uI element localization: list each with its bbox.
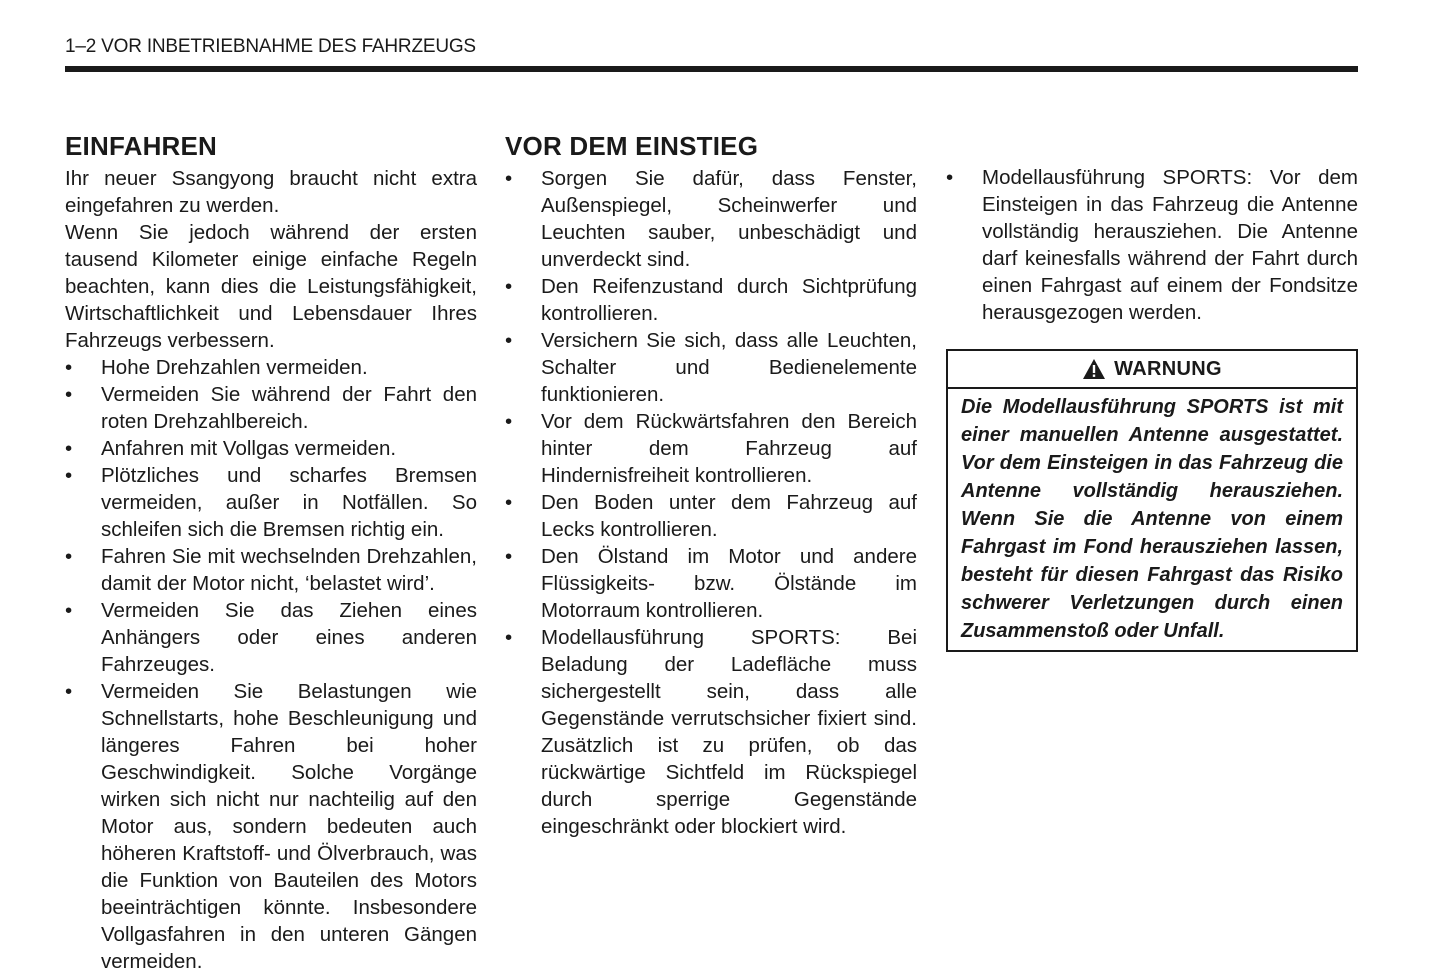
warning-label: WARNUNG — [1114, 357, 1222, 380]
bullet-icon: • — [505, 545, 513, 568]
bullet-icon: • — [65, 383, 73, 406]
list-item: • Sorgen Sie dafür, dass Fenster, Außenspiegel, Scheinwerfer und Leuchten sauber, unbeschädigt und unverdeckt sind. — [505, 167, 917, 271]
bullet-icon: • — [505, 329, 513, 352]
header-rule — [65, 66, 1358, 72]
bullet-icon: • — [65, 545, 73, 568]
section-title-einfahren: EINFAHREN — [65, 131, 218, 161]
list-item: • Fahren Sie mit wechselnden Drehzahlen, damit der Motor nicht, ‘belastet wird’. — [65, 545, 477, 595]
list-item: • Den Reifenzustand durch Sichtprüfung kontrollieren. — [505, 275, 917, 325]
bullet-icon: • — [65, 680, 73, 703]
list-item: • Den Boden unter dem Fahrzeug auf Lecks kontrollieren. — [505, 491, 917, 541]
bullet-icon: • — [65, 437, 73, 460]
list-item: • Vermeiden Sie das Ziehen eines Anhängers oder eines anderen Fahrzeuges. — [65, 599, 477, 676]
bullet-icon: • — [505, 626, 513, 649]
list-item: • Modellausführung SPORTS: Vor dem Einsteigen in das Fahrzeug die Antenne vollständig herausziehen. Die Antenne darf keinesfalls während der Fahrt durch einen Fahrgast auf einem der Fondsitze herausgezogen werden. — [946, 166, 1358, 324]
bullet-icon: • — [505, 491, 513, 514]
bullet-icon: • — [65, 356, 73, 379]
list-item: • Plötzliches und scharfes Bremsen vermeiden, außer in Notfällen. So schleifen sich die Bremsen richtig ein. — [65, 464, 477, 541]
list-item: • Vor dem Rückwärtsfahren den Bereich hinter dem Fahrzeug auf Hindernisfreiheit kontrollieren. — [505, 410, 917, 487]
intro-paragraph-1: Ihr neuer Ssangyong braucht nicht extra eingefahren zu werden. — [65, 167, 477, 217]
bullet-icon: • — [505, 410, 513, 433]
bullet-icon: • — [65, 599, 73, 622]
column-sports-antenne — [946, 164, 1358, 326]
list-item: • Anfahren mit Vollgas vermeiden. — [65, 437, 397, 460]
list-item: • Versichern Sie sich, dass alle Leuchten, Schalter und Bedienelemente funktionieren. — [505, 329, 917, 406]
warning-header — [948, 351, 1356, 389]
list-item: • Vermeiden Sie während der Fahrt den roten Drehzahlbereich. — [65, 383, 477, 433]
bullet-icon: • — [65, 464, 73, 487]
intro-paragraph-2: Wenn Sie jedoch während der ersten tausend Kilometer einige einfache Regeln beachten, kann dies die Leistungsfähigkeit, Wirtschaftlichkeit und Lebensdauer Ihres Fahrzeugs verbessern. — [65, 221, 477, 352]
column-vor-dem-einstieg — [505, 130, 917, 840]
list-item: • Vermeiden Sie Belastungen wie Schnellstarts, hohe Beschleunigung und längeres Fahren bei hoher Geschwindigkeit. Solche Vorgänge wirken sich nicht nur nachteilig auf den Motor aus, sondern bedeuten auch höheren Kraftstoff- und Ölverbrauch, was die Funktion von Bauteilen des Motors beeinträchtigen könnte. Insbesondere Vollgasfahren in den unteren Gängen vermeiden. — [65, 680, 477, 973]
page-header: 1–2 VOR INBETRIEBNAHME DES FAHRZEUGS — [65, 36, 476, 57]
bullet-icon: • — [505, 167, 513, 190]
einstieg-list — [505, 165, 917, 840]
list-item: • Den Ölstand im Motor und andere Flüssigkeits- bzw. Ölstände im Motorraum kontrollieren. — [505, 545, 917, 622]
sports-list — [946, 164, 1358, 326]
list-item: • Modellausführung SPORTS: Bei Beladung der Ladefläche muss sichergestellt sein, dass alle Gegenstände verrutschsicher fixiert sind. Zusätzlich ist zu prüfen, ob das rückwärtige Sichtfeld im Rückspiegel durch sperrige Gegenstände eingeschränkt oder blockiert wird. — [505, 626, 917, 838]
section-title-einstieg: VOR DEM EINSTIEG — [505, 131, 759, 161]
list-item: • Hohe Drehzahlen vermeiden. — [65, 356, 368, 379]
warning-triangle-icon — [1082, 358, 1106, 380]
bullet-icon: • — [505, 275, 513, 298]
column-einfahren — [65, 130, 477, 975]
warning-text: Die Modellausführung SPORTS ist mit einer manuellen Antenne ausgestattet. Vor dem Einsteigen in das Fahrzeug die Antenne vollständig herausziehen. Wenn Sie die Antenne von einem Fahrgast im Fond herausziehen lassen, besteht für diesen Fahrgast das Risiko schwerer Verletzungen durch einen Zusammenstoß oder Unfall. — [961, 396, 1343, 642]
einfahren-list — [65, 354, 477, 975]
warning-box — [946, 349, 1358, 652]
bullet-icon: • — [946, 166, 954, 189]
